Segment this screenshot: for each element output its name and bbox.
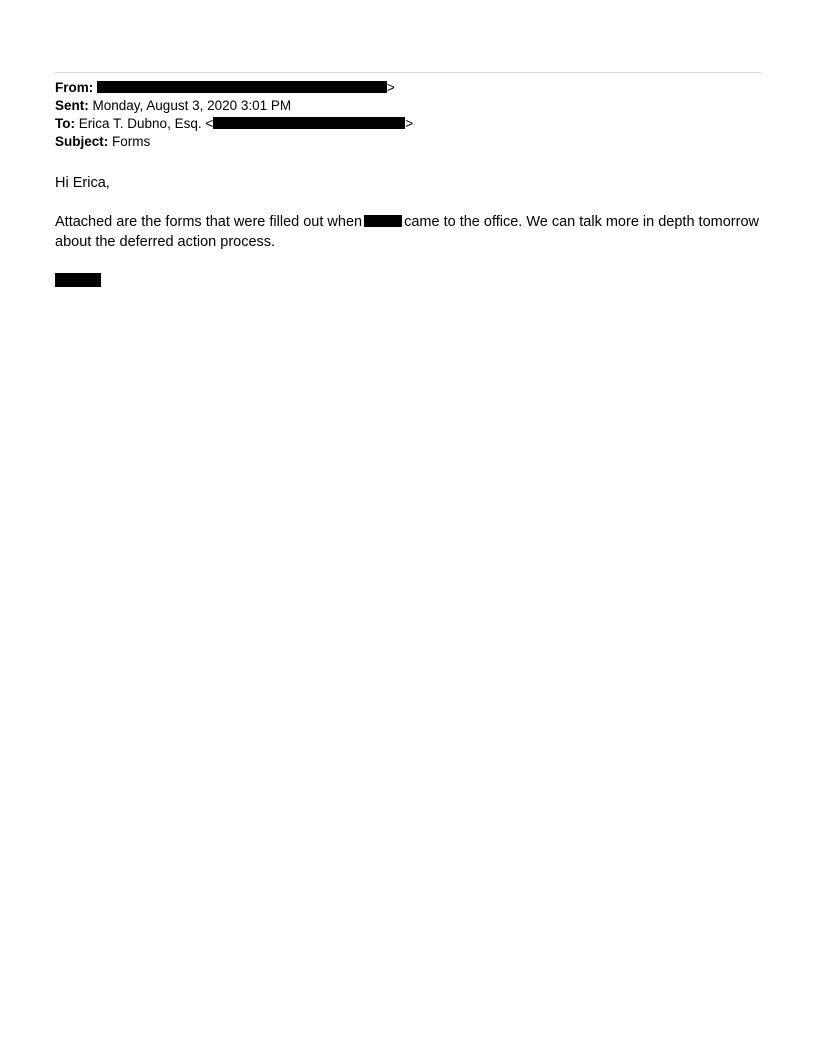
email-header-block <box>55 79 761 151</box>
to-suffix: > <box>405 116 414 131</box>
signature-area <box>55 274 761 288</box>
body-paragraph <box>55 212 761 252</box>
header-row-from <box>55 79 761 97</box>
from-label: From: <box>55 80 94 95</box>
body-paragraph-part2: came to the office. We can talk more in depth tomorrow about the deferred action process. <box>55 214 759 250</box>
sent-value: Monday, August 3, 2020 3:01 PM <box>92 98 292 113</box>
from-redaction-bar <box>97 81 387 93</box>
subject-value: Forms <box>112 134 151 149</box>
header-row-subject <box>55 133 761 151</box>
subject-label: Subject: <box>55 134 109 149</box>
header-divider <box>55 72 761 73</box>
email-body <box>55 173 761 288</box>
header-row-to <box>55 115 761 133</box>
header-row-sent <box>55 97 761 115</box>
document-content <box>55 72 761 288</box>
body-greeting: Hi Erica, <box>55 175 110 191</box>
sent-label: Sent: <box>55 98 89 113</box>
inline-name-redaction-bar <box>364 215 402 227</box>
from-suffix: > <box>387 80 395 95</box>
signature-redaction-bar <box>55 273 101 287</box>
body-paragraph-part1: Attached are the forms that were filled out when <box>55 214 363 230</box>
to-redaction-bar <box>213 117 405 129</box>
to-label: To: <box>55 116 75 131</box>
to-value: Erica T. Dubno, Esq. < <box>78 116 214 131</box>
